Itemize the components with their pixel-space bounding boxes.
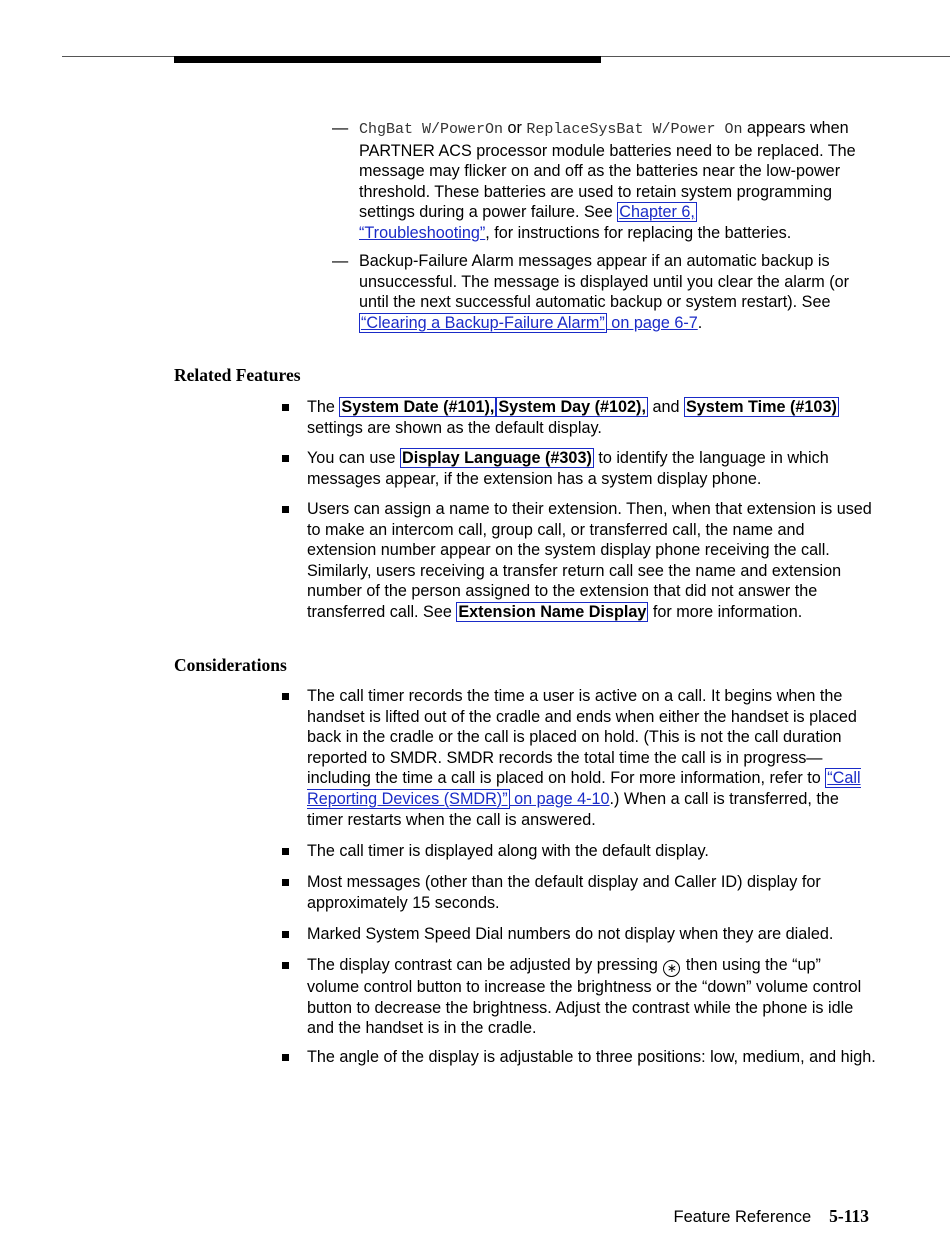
display-language-link[interactable]: Display Language (#303) xyxy=(402,449,592,467)
list-item xyxy=(282,499,877,623)
header-bar xyxy=(174,56,601,63)
list-item xyxy=(282,1047,877,1068)
list-item xyxy=(282,686,877,830)
smdr-link[interactable]: “Call Reporting Devices (SMDR)” xyxy=(307,769,861,808)
dash-item-battery xyxy=(332,118,877,244)
text: The xyxy=(307,398,340,416)
list-item-text: The call timer is displayed along with the default display. xyxy=(307,842,709,860)
list-item xyxy=(282,872,877,913)
dash-item-body xyxy=(359,251,877,333)
text: , for instructions for replacing the batteries. xyxy=(485,223,792,242)
chapter-link[interactable]: Chapter 6, xyxy=(619,203,695,222)
list-item-text: The angle of the display is adjustable to three positions: low, medium, and high. xyxy=(307,1048,876,1066)
star-key-icon: ∗ xyxy=(663,960,680,977)
dash-item-body xyxy=(359,118,877,244)
text: .) When a call is transferred, the timer restarts when the call is answered. xyxy=(307,789,839,829)
bullet-icon xyxy=(282,455,289,462)
bullet-icon xyxy=(282,506,289,513)
text: Users can assign a name to their extension. Then, when that extension is used to make an intercom call, group call, or transferred call, the name and extension number appear on the system display phone receiving the call. Similarly, users receiving a transfer return call see the name and extension number of the person assigned to the extension that did not answer the transferred call. See xyxy=(307,500,872,621)
bullet-icon xyxy=(282,848,289,855)
message-code: ChgBat W/PowerOn xyxy=(359,121,504,138)
message-code: ReplaceSysBat W/Power On xyxy=(526,121,743,138)
text: settings are shown as the default display. xyxy=(307,418,602,437)
text: then using the “up” volume control button to increase the brightness or the “down” volume control button to decrease the brightness. Adjust the contrast while the phone is idle and the handset is in the cradle. xyxy=(307,956,862,1038)
clearing-alarm-link[interactable]: “Clearing a Backup-Failure Alarm” xyxy=(361,313,605,332)
troubleshooting-link[interactable]: “Troubleshooting” xyxy=(359,223,486,242)
system-time-link[interactable]: System Time (#103) xyxy=(685,398,837,416)
bullet-icon xyxy=(282,879,289,886)
bullet-icon xyxy=(282,1054,289,1061)
footer-section: Feature Reference xyxy=(673,1208,812,1226)
system-day-link[interactable]: System Day (#102), xyxy=(498,398,646,416)
extension-name-display-link[interactable]: Extension Name Display xyxy=(458,602,647,621)
text: and xyxy=(647,398,684,416)
page-ref-link[interactable]: on page 6-7 xyxy=(606,313,698,332)
related-features-heading: Related Features xyxy=(174,365,301,385)
text: The display contrast can be adjusted by pressing xyxy=(307,956,663,974)
list-item xyxy=(282,955,877,1039)
text: or xyxy=(503,119,527,137)
text: appears when PARTNER ACS processor module batteries need to be replaced. The message may flicker on and off as the batteries near the low-power threshold. These batteries are used to retain system programming settings during a power failure. See xyxy=(359,119,856,222)
bullet-icon xyxy=(282,693,289,700)
list-item xyxy=(282,397,877,438)
list-item-text: Marked System Speed Dial numbers do not display when they are dialed. xyxy=(307,925,834,943)
considerations-heading: Considerations xyxy=(174,655,287,675)
list-item xyxy=(282,841,877,862)
dash-item-backup-alarm xyxy=(332,251,877,333)
text: You can use xyxy=(307,449,401,467)
bullet-icon xyxy=(282,962,289,969)
page-footer xyxy=(674,1206,869,1227)
list-item xyxy=(282,924,877,945)
bullet-icon xyxy=(282,404,289,411)
system-date-link[interactable]: System Date (#101), xyxy=(341,398,495,416)
text: to identify the language in which messages appear, if the extension has a system display phone. xyxy=(307,449,829,488)
em-dash: — xyxy=(332,119,349,137)
text: Backup-Failure Alarm messages appear if an automatic backup is unsuccessful. The message is displayed until you clear the alarm (or until the next successful automatic backup or system restart). See xyxy=(359,252,850,312)
list-item xyxy=(282,448,877,489)
list-item-text: Most messages (other than the default display and Caller ID) display for approximately 15 seconds. xyxy=(307,873,821,912)
text: The call timer records the time a user is active on a call. It begins when the handset is lifted out of the cradle and ends when either the handset is placed back in the cradle or the call is placed on hold. (This is not the call duration reported to SMDR. SMDR records the total time the call is in progress— including the time a call is placed on hold. For more information, refer to xyxy=(307,687,857,788)
text: . xyxy=(697,313,703,332)
page-number: 5-113 xyxy=(829,1206,869,1226)
em-dash: — xyxy=(332,252,349,270)
page-ref-link[interactable]: on page 4-10 xyxy=(509,789,610,808)
bullet-icon xyxy=(282,931,289,938)
text: for more information. xyxy=(648,602,803,621)
